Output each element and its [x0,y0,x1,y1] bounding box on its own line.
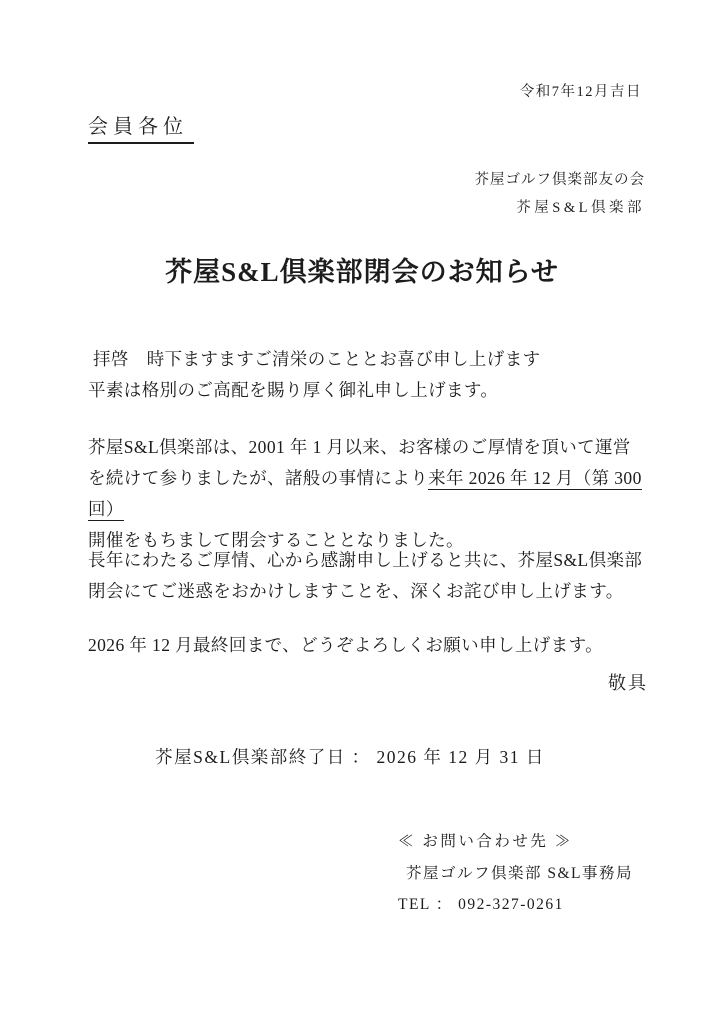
greeting-line-1: 拝啓 時下ますますご清栄のこととお喜び申し上げます [93,349,541,369]
announcement-line-2 [88,463,646,525]
announcement-line-3: 開催をもちまして閉会することとなりました。 [88,530,464,550]
closing-word: 敬具 [608,673,648,693]
greeting-paragraph [88,344,646,406]
contact-block [398,826,633,921]
request-line: 2026 年 12 月最終回まで、どうぞよろしくお願い申し上げます。 [88,635,603,655]
sender-club-name: 芥屋S&L倶楽部 [516,200,645,216]
recipient-block [88,110,194,144]
sender-block [475,166,646,222]
letter-date: 令和7年12月吉日 [519,84,642,100]
apology-line-1: 長年にわたるご厚情、心から感謝申し上げると共に、芥屋S&L倶楽部 [88,550,643,570]
sender-organization: 芥屋ゴルフ倶楽部友の会 [474,172,645,188]
apology-line-2: 閉会にてご迷惑をおかけしますことを、深くお詫び申し上げます。 [88,581,624,601]
document-title: 芥屋S&L倶楽部閉会のお知らせ [165,257,559,287]
announcement-line-1: 芥屋S&L倶楽部は、2001 年 1 月以来、お客様のご厚情を頂いて運営 [88,437,631,457]
greeting-line-2: 平素は格別のご高配を賜り厚く御礼申し上げます。 [88,380,499,400]
apology-paragraph [88,545,646,607]
recipient-label: 会員各位 [88,110,194,144]
club-end-date-line: 芥屋S&L倶楽部終了日 ： 2026 年 12 月 31 日 [155,747,545,767]
contact-telephone: TEL ： 092-327-0261 [398,896,564,913]
announcement-paragraph [88,432,646,556]
contact-heading: ≪ お問い合わせ先 ≫ [398,833,573,850]
announcement-line-2-prefix: を続けて参りましたが、諸般の事情により [88,468,429,488]
contact-organization: 芥屋ゴルフ倶楽部 S&L事務局 [406,864,634,882]
request-paragraph [88,630,646,661]
announcement-closing-date-underlined: 来年 2026 年 12 月（第 300 回） [88,468,642,519]
